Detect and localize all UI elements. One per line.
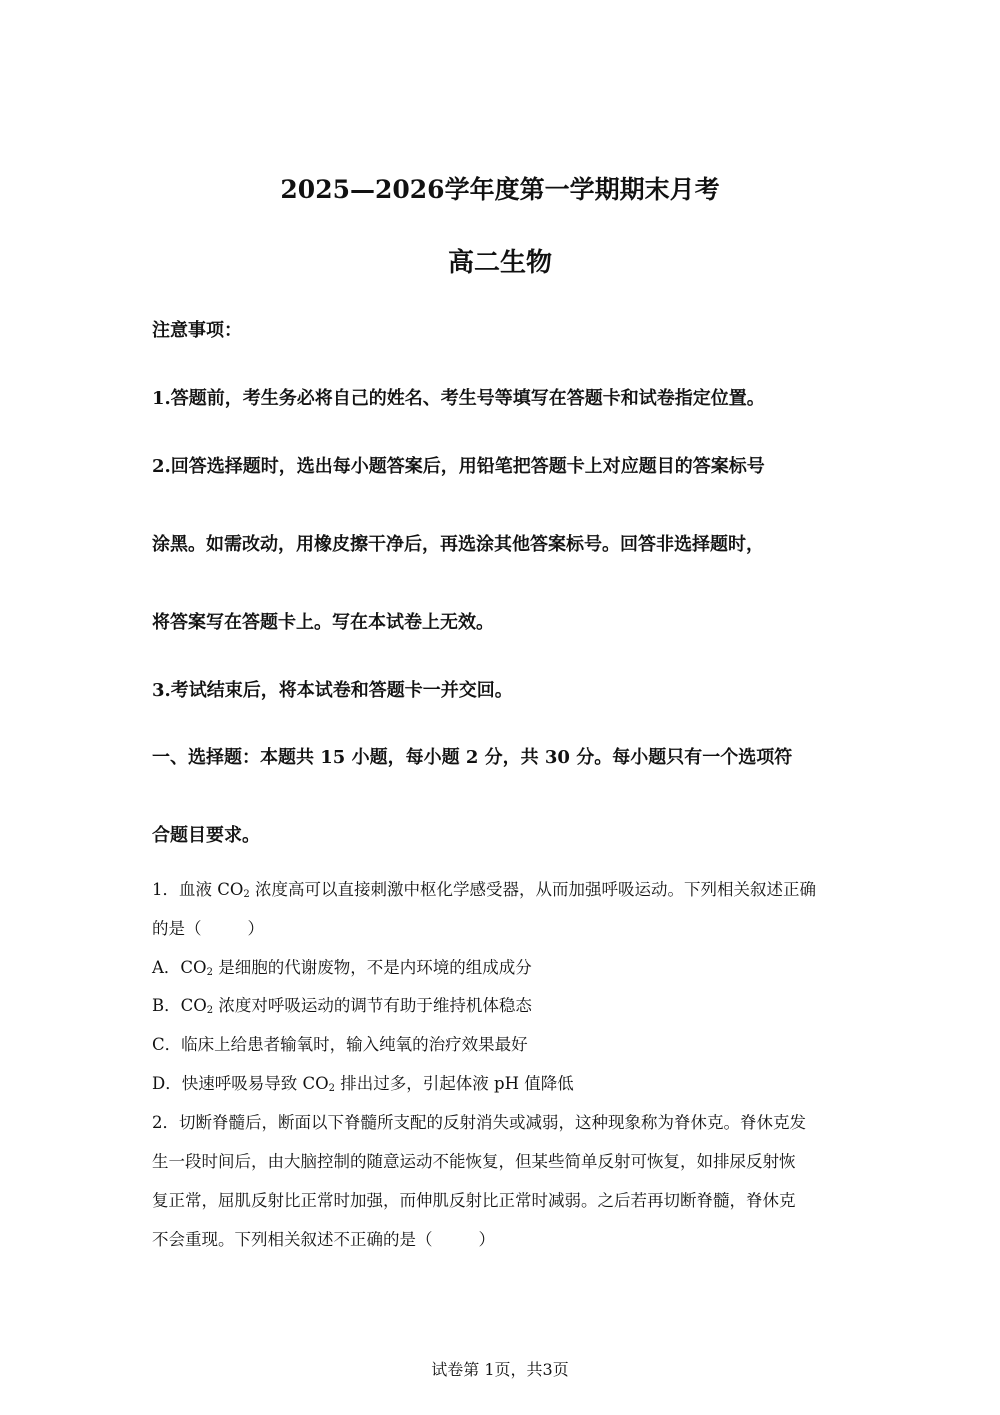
notes-item-1: 1.答题前，考生务必将自己的姓名、考生号等填写在答题卡和试卷指定位置。 <box>152 388 765 409</box>
notes-heading: 注意事项： <box>152 320 242 341</box>
question-1-stem-line-1: 1．血液 $CO_2$ 浓度高可以直接刺激中枢化学感受器，从而加强呼吸运动。下列相关叙述正确 <box>152 880 817 900</box>
question-1-option-b: B．$CO_2$ 浓度对呼吸运动的调节有助于维持机体稳态 <box>152 996 532 1016</box>
page-footer: 试卷第 1页，共3页 <box>431 1360 569 1379</box>
section-1-heading-line-1: 一、选择题：本题共 15 小题，每小题 2 分，共 30 分。每小题只有一个选项符 <box>152 747 793 768</box>
question-2-stem-line-1: 2．切断脊髓后，断面以下脊髓所支配的反射消失或减弱，这种现象称为脊休克。脊休克发 <box>152 1113 806 1132</box>
exam-title: 2025—2026学年度第一学期期末月考 <box>280 175 720 204</box>
question-1-stem-line-2: 的是（ ） <box>152 919 264 938</box>
question-2-stem-line-4: 不会重现。下列相关叙述不正确的是（ ） <box>152 1230 495 1249</box>
question-1-option-a: A．$CO_2$ 是细胞的代谢废物，不是内环境的组成成分 <box>152 958 532 978</box>
section-1-heading-line-2: 合题目要求。 <box>152 825 260 846</box>
notes-item-2-line-3: 将答案写在答题卡上。写在本试卷上无效。 <box>152 612 494 633</box>
question-2-stem-line-3: 复正常，屈肌反射比正常时加强，而伸肌反射比正常时减弱。之后若再切断脊髓，脊休克 <box>152 1191 796 1210</box>
notes-item-2-line-1: 2.回答选择题时，选出每小题答案后，用铅笔把答题卡上对应题目的答案标号 <box>152 456 765 477</box>
question-1-option-d: D．快速呼吸易导致 $CO_2$ 排出过多，引起体液 pH 值降低 <box>152 1074 574 1094</box>
exam-subject: 高二生物 <box>447 248 552 278</box>
question-1-option-c: C．临床上给患者输氧时，输入纯氧的治疗效果最好 <box>152 1035 528 1054</box>
notes-item-3: 3.考试结束后，将本试卷和答题卡一并交回。 <box>152 680 513 701</box>
notes-item-2-line-2: 涂黑。如需改动，用橡皮擦干净后，再选涂其他答案标号。回答非选择题时， <box>152 534 764 555</box>
question-2-stem-line-2: 生一段时间后，由大脑控制的随意运动不能恢复，但某些简单反射可恢复，如排尿反射恢 <box>152 1152 796 1171</box>
